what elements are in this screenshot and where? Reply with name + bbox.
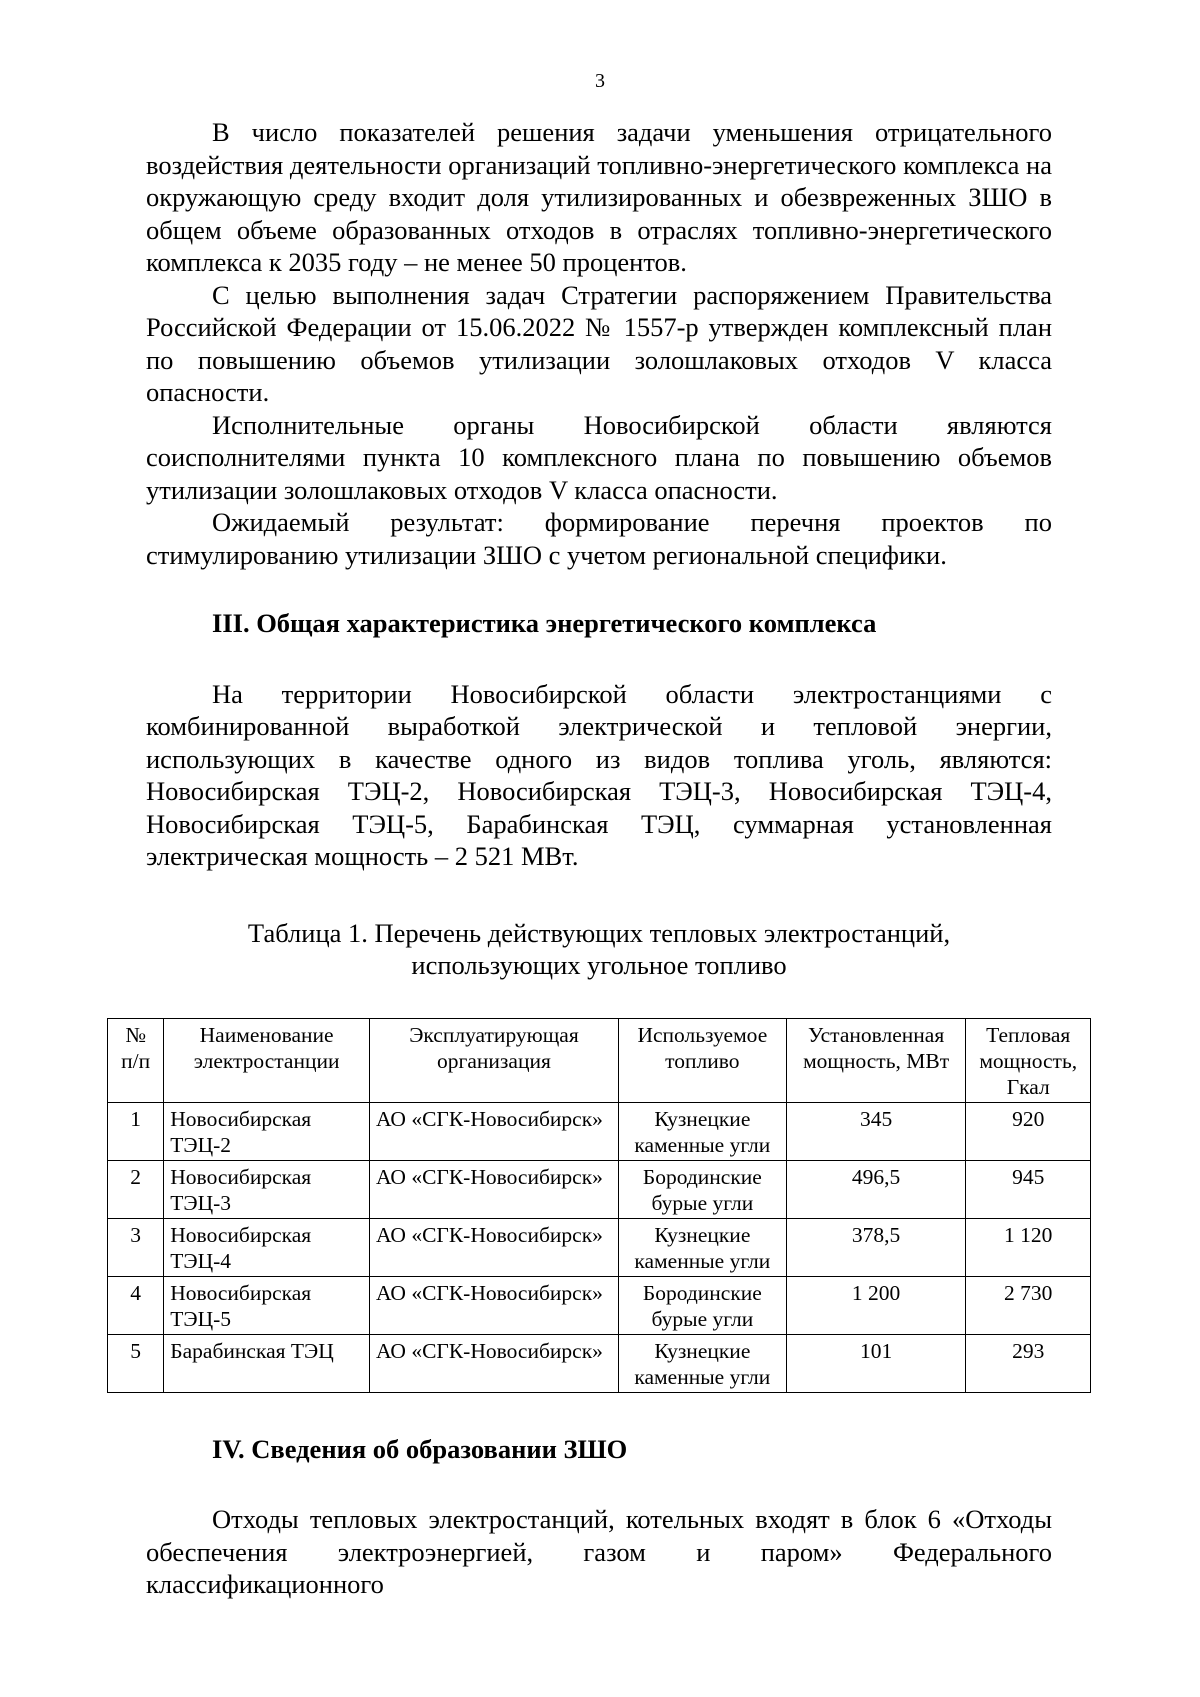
table-header-row [108,1018,1091,1102]
cell-fuel: Бородинские бурые угли [618,1276,786,1334]
section-3-heading: III. Общая характеристика энергетического комплекса [212,608,877,638]
intro-paragraph-1: В число показателей решения задачи уменьшения отрицательного воздействия деятельности организаций топливно-энергетического комплекса на окружающую среду входит доля утилизированных и обезвреженных ЗШО в общем объеме образованных отходов в отраслях топливно-энергетического комплекса к 2035 году – не менее 50 процентов. [146,117,1052,277]
cell-number: 3 [108,1218,164,1276]
cell-electric-capacity: 1 200 [786,1276,966,1334]
cell-heat-capacity: 920 [966,1102,1091,1160]
cell-operator: АО «СГК-Новосибирск» [369,1218,618,1276]
document-body [121,116,1078,1601]
table-caption [146,917,1052,982]
cell-operator: АО «СГК-Новосибирск» [369,1276,618,1334]
header-plant-name: Наименование электростанции [164,1018,370,1102]
cell-number: 1 [108,1102,164,1160]
cell-number: 2 [108,1160,164,1218]
cell-operator: АО «СГК-Новосибирск» [369,1160,618,1218]
table-row [108,1160,1091,1218]
table-row [108,1102,1091,1160]
cell-heat-capacity: 293 [966,1334,1091,1392]
power-plants-table [107,1018,1091,1393]
cell-plant-name: Барабинская ТЭЦ [164,1334,370,1392]
cell-operator: АО «СГК-Новосибирск» [369,1102,618,1160]
section-3-paragraph: На территории Новосибирской области электростанциями с комбинированной выработкой электрической и тепловой энергии, использующих в качестве одного из видов топлива уголь, являются: Новосибирская ТЭЦ-2, Новосибирская ТЭЦ-3, Новосибирская ТЭЦ-4, Новосибирская ТЭЦ-5, Барабинская ТЭЦ, суммарная установленная электрическая мощность – 2 521 МВт. [146,678,1052,871]
cell-heat-capacity: 2 730 [966,1276,1091,1334]
intro-paragraph-3: Исполнительные органы Новосибирской области являются соисполнителями пункта 10 комплексного плана по повышению объемов утилизации золошлаковых отходов V класса опасности. [146,409,1052,505]
header-operator: Эксплуатирующая организация [369,1018,618,1102]
table-row [108,1276,1091,1334]
intro-paragraph-4: Ожидаемый результат: формирование перечня проектов по стимулированию утилизации ЗШО с учетом региональной специфики. [146,507,1052,570]
cell-fuel: Кузнецкие каменные угли [618,1218,786,1276]
section-4-paragraph: Отходы тепловых электростанций, котельных входят в блок 6 «Отходы обеспечения электроэнергией, газом и паром» Федерального классификационного [146,1504,1052,1599]
cell-plant-name: Новосибирская ТЭЦ-2 [164,1102,370,1160]
table-caption-line-1: Таблица 1. Перечень действующих тепловых электростанций, [247,917,951,948]
cell-heat-capacity: 945 [966,1160,1091,1218]
cell-plant-name: Новосибирская ТЭЦ-3 [164,1160,370,1218]
cell-operator: АО «СГК-Новосибирск» [369,1334,618,1392]
cell-electric-capacity: 345 [786,1102,966,1160]
cell-electric-capacity: 101 [786,1334,966,1392]
cell-number: 4 [108,1276,164,1334]
cell-fuel: Кузнецкие каменные угли [618,1102,786,1160]
intro-paragraph-2: С целью выполнения задач Стратегии распоряжением Правительства Российской Федерации от 15.06.2022 № 1557-р утвержден комплексный план по повышению объемов утилизации золошлаковых отходов V класса опасности. [146,279,1052,407]
section-4-heading: IV. Сведения об образовании ЗШО [212,1433,628,1464]
header-heat-capacity: Тепловая мощность, Гкал [966,1018,1091,1102]
cell-heat-capacity: 1 120 [966,1218,1091,1276]
cell-electric-capacity: 496,5 [786,1160,966,1218]
table-row [108,1218,1091,1276]
table-caption-line-2: использующих угольное топливо [411,950,787,980]
header-electric-capacity: Установленная мощность, МВт [786,1018,966,1102]
page-number: 3 [595,70,605,92]
table-row [108,1334,1091,1392]
cell-plant-name: Новосибирская ТЭЦ-5 [164,1276,370,1334]
cell-fuel: Бородинские бурые угли [618,1160,786,1218]
cell-plant-name: Новосибирская ТЭЦ-4 [164,1218,370,1276]
header-fuel: Используемое топливо [618,1018,786,1102]
header-number: № п/п [108,1018,164,1102]
cell-number: 5 [108,1334,164,1392]
cell-electric-capacity: 378,5 [786,1218,966,1276]
cell-fuel: Кузнецкие каменные угли [618,1334,786,1392]
